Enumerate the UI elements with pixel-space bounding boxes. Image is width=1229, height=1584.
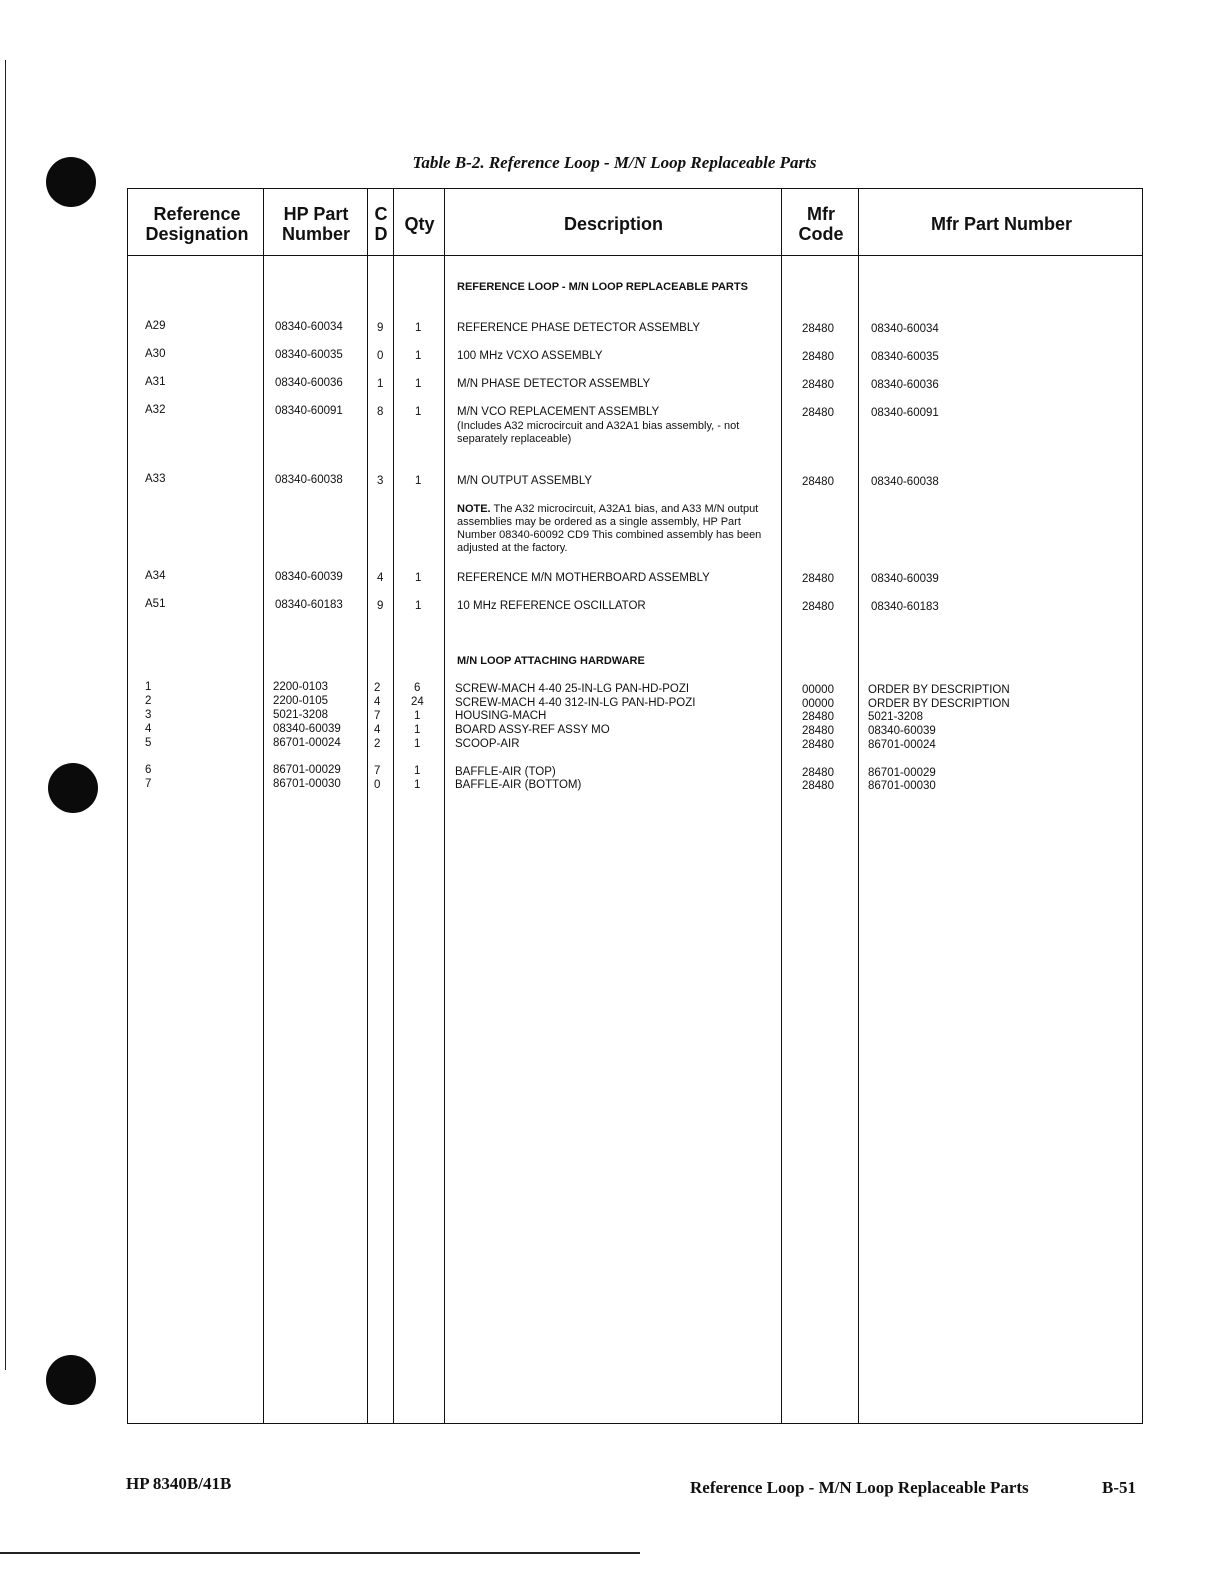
- header-reference-designation: Reference Designation: [145, 204, 249, 244]
- mfr-part-number: 5021-3208: [868, 711, 923, 723]
- mfr-part-number: 08340-60091: [871, 407, 939, 419]
- page-number: B-51: [1102, 1478, 1136, 1497]
- quantity: 1: [414, 710, 421, 722]
- mfr-code: 28480: [802, 407, 834, 419]
- parts-table-frame: [127, 188, 1143, 1424]
- mfr-code: 00000: [802, 698, 834, 710]
- description: BAFFLE-AIR (BOTTOM): [455, 779, 582, 791]
- ref-designation: A30: [145, 348, 166, 360]
- mfr-part-number: 08340-60036: [871, 379, 939, 391]
- mfr-code: 00000: [802, 684, 834, 696]
- hp-part-number: 5021-3208: [273, 709, 328, 721]
- check-digit: 9: [377, 322, 384, 334]
- description: BAFFLE-AIR (TOP): [455, 766, 556, 778]
- quantity: 1: [415, 322, 422, 334]
- column-divider: [781, 188, 782, 1424]
- check-digit: 7: [374, 710, 381, 722]
- binder-hole-bottom: [46, 1355, 96, 1405]
- hp-part-number: 86701-00024: [273, 737, 341, 749]
- mfr-code: 28480: [802, 601, 834, 613]
- assembly-note: [457, 503, 773, 555]
- hp-part-number: 08340-60039: [275, 571, 343, 583]
- check-digit: 2: [374, 682, 381, 694]
- quantity: 1: [415, 572, 422, 584]
- note-label: NOTE.: [457, 503, 491, 515]
- header-cd: C D: [374, 204, 388, 244]
- mfr-code: 28480: [802, 351, 834, 363]
- ref-designation: 3: [145, 709, 152, 721]
- quantity: 1: [415, 378, 422, 390]
- hp-part-number: 2200-0105: [273, 695, 328, 707]
- column-divider: [367, 188, 368, 1424]
- quantity: 1: [415, 475, 422, 487]
- ref-designation: A32: [145, 404, 166, 416]
- ref-designation: A34: [145, 570, 166, 582]
- description: SCREW-MACH 4-40 312-IN-LG PAN-HD-POZI: [455, 697, 696, 709]
- mfr-code: 28480: [802, 476, 834, 488]
- mfr-code: 28480: [802, 573, 834, 585]
- mfr-part-number: 86701-00029: [868, 767, 936, 779]
- ref-designation: 4: [145, 723, 152, 735]
- check-digit: 9: [377, 600, 384, 612]
- footer-model: HP 8340B/41B: [126, 1474, 232, 1493]
- header-mfr-part-number: Mfr Part Number: [930, 214, 1073, 234]
- footer-section-title: Reference Loop - M/N Loop Replaceable Parts: [690, 1478, 1029, 1497]
- mfr-part-number: 08340-60035: [871, 351, 939, 363]
- ref-designation: 5: [145, 737, 152, 749]
- check-digit: 0: [374, 779, 381, 791]
- page-margin-line: [5, 60, 6, 1370]
- ref-designation: A33: [145, 473, 166, 485]
- column-divider: [393, 188, 394, 1424]
- hp-part-number: 08340-60091: [275, 405, 343, 417]
- quantity: 1: [415, 600, 422, 612]
- mfr-part-number: 86701-00030: [868, 780, 936, 792]
- mfr-code: 28480: [802, 767, 834, 779]
- ref-designation: 7: [145, 778, 152, 790]
- hp-part-number: 86701-00030: [273, 778, 341, 790]
- hp-part-number: 08340-60183: [275, 599, 343, 611]
- hp-part-number: 08340-60035: [275, 349, 343, 361]
- mfr-part-number: 08340-60039: [871, 573, 939, 585]
- ref-designation: 2: [145, 695, 152, 707]
- quantity: 24: [411, 696, 424, 708]
- quantity: 1: [414, 779, 421, 791]
- mfr-part-number: ORDER BY DESCRIPTION: [868, 684, 1010, 696]
- column-divider: [858, 188, 859, 1424]
- table-title: Table B-2. Reference Loop - M/N Loop Replaceable Parts: [412, 153, 817, 172]
- ref-designation: A51: [145, 598, 166, 610]
- note-text: The A32 microcircuit, A32A1 bias, and A33 M/N output assemblies may be ordered as a single assembly, HP Part Number 08340-60092 CD9 This combined assembly has been adjusted at the factory.: [457, 503, 762, 554]
- quantity: 1: [415, 406, 422, 418]
- mfr-part-number: 08340-60183: [871, 601, 939, 613]
- check-digit: 8: [377, 406, 384, 418]
- description: 100 MHz VCXO ASSEMBLY: [457, 350, 603, 362]
- check-digit: 0: [377, 350, 384, 362]
- mfr-part-number: ORDER BY DESCRIPTION: [868, 698, 1010, 710]
- header-divider: [127, 255, 1143, 256]
- check-digit: 3: [377, 475, 384, 487]
- hp-part-number: 08340-60034: [275, 321, 343, 333]
- mfr-part-number: 08340-60038: [871, 476, 939, 488]
- mfr-code: 28480: [802, 725, 834, 737]
- ref-designation: 6: [145, 764, 152, 776]
- quantity: 6: [414, 682, 421, 694]
- quantity: 1: [414, 765, 421, 777]
- hp-part-number: 86701-00029: [273, 764, 341, 776]
- hp-part-number: 08340-60038: [275, 474, 343, 486]
- mfr-part-number: 86701-00024: [868, 739, 936, 751]
- column-divider: [263, 188, 264, 1424]
- section-heading-replaceable-parts: REFERENCE LOOP - M/N LOOP REPLACEABLE PARTS: [457, 281, 748, 293]
- check-digit: 4: [377, 572, 384, 584]
- description: M/N PHASE DETECTOR ASSEMBLY: [457, 378, 651, 390]
- ref-designation: A31: [145, 376, 166, 388]
- mfr-code: 28480: [802, 711, 834, 723]
- quantity: 1: [414, 738, 421, 750]
- check-digit: 4: [374, 696, 381, 708]
- check-digit: 4: [374, 724, 381, 736]
- header-hp-part-number: HP Part Number: [281, 204, 350, 244]
- header-mfr-code: Mfr Code: [798, 204, 844, 244]
- mfr-code: 28480: [802, 323, 834, 335]
- description: SCOOP-AIR: [455, 738, 520, 750]
- hp-part-number: 08340-60036: [275, 377, 343, 389]
- description: HOUSING-MACH: [455, 710, 547, 722]
- ref-designation: 1: [145, 681, 152, 693]
- ref-designation: A29: [145, 320, 166, 332]
- header-qty: Qty: [404, 214, 435, 234]
- hp-part-number: 08340-60039: [273, 723, 341, 735]
- check-digit: 7: [374, 765, 381, 777]
- check-digit: 1: [377, 378, 384, 390]
- binder-hole-middle: [48, 763, 98, 813]
- check-digit: 2: [374, 738, 381, 750]
- mfr-code: 28480: [802, 739, 834, 751]
- mfr-part-number: 08340-60034: [871, 323, 939, 335]
- section-heading-attaching-hardware: M/N LOOP ATTACHING HARDWARE: [457, 655, 645, 667]
- quantity: 1: [414, 724, 421, 736]
- description: M/N VCO REPLACEMENT ASSEMBLY: [457, 406, 660, 418]
- column-divider: [444, 188, 445, 1424]
- description: REFERENCE PHASE DETECTOR ASSEMBLY: [457, 322, 701, 334]
- mfr-code: 28480: [802, 379, 834, 391]
- description: BOARD ASSY-REF ASSY MO: [455, 724, 610, 736]
- bottom-rule: [0, 1552, 640, 1554]
- description-detail: (Includes A32 microcircuit and A32A1 bias assembly, - not separately replaceable): [457, 420, 740, 445]
- mfr-part-number: 08340-60039: [868, 725, 936, 737]
- description: M/N OUTPUT ASSEMBLY: [457, 475, 593, 487]
- hp-part-number: 2200-0103: [273, 681, 328, 693]
- quantity: 1: [415, 350, 422, 362]
- description: SCREW-MACH 4-40 25-IN-LG PAN-HD-POZI: [455, 683, 690, 695]
- mfr-code: 28480: [802, 780, 834, 792]
- description: 10 MHz REFERENCE OSCILLATOR: [457, 600, 646, 612]
- header-description: Description: [563, 214, 664, 234]
- description: REFERENCE M/N MOTHERBOARD ASSEMBLY: [457, 572, 710, 584]
